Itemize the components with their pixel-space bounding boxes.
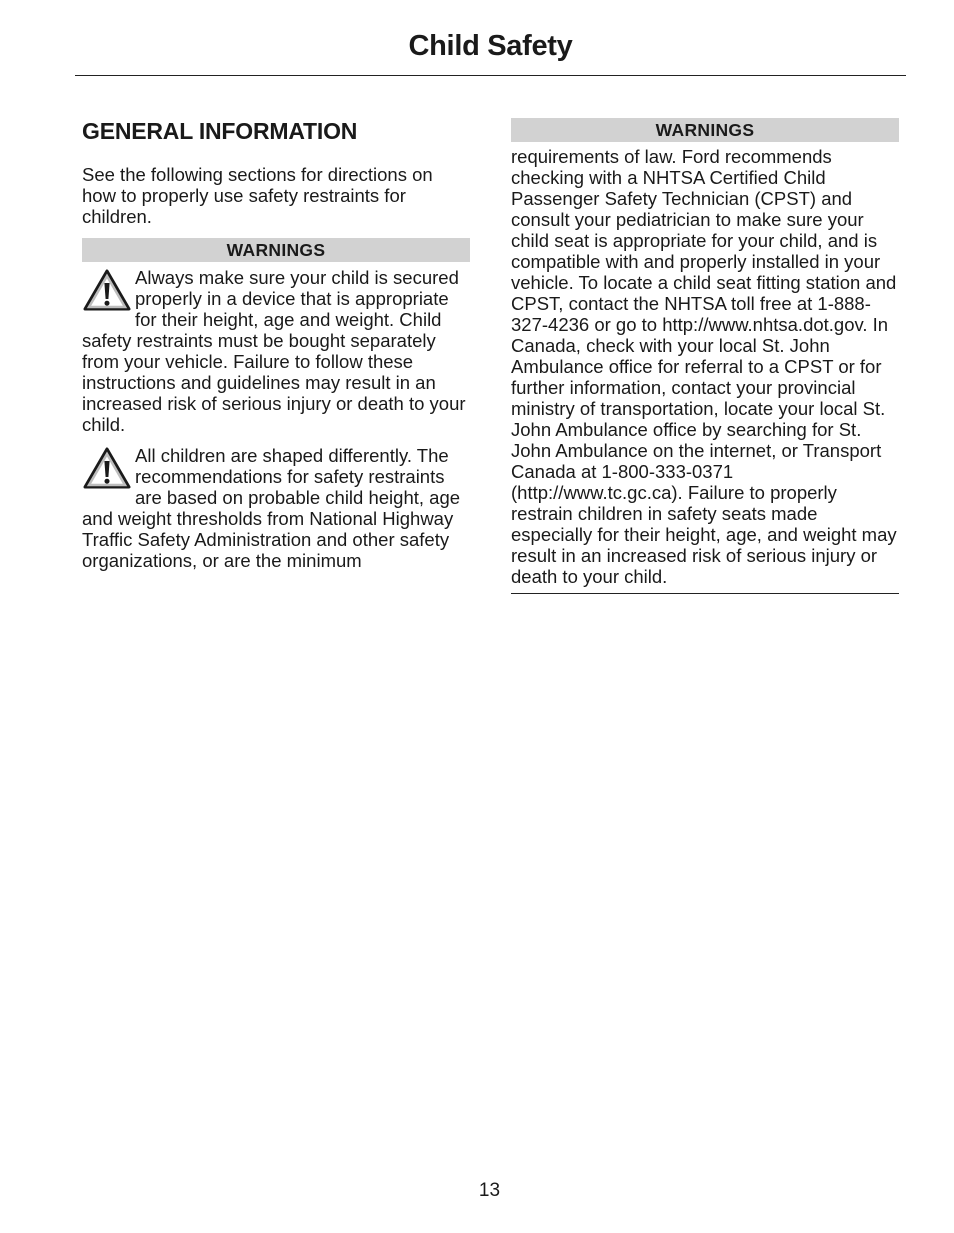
right-column xyxy=(511,118,899,594)
warnings-end-divider xyxy=(511,593,899,594)
warning-text-continued: requirements of law. Ford recommends checking with a NHTSA Certified Child Passenger Safety Technician (CPST) and consult your pediatrician to make sure your child seat is appropriate for your child, and is compatible with and properly installed in your vehicle. To locate a child seat fitting station and CPST, contact the NHTSA toll free at 1-888-327-4236 or go to http://www.nhtsa.dot.gov. In Canada, check with your local St. John Ambulance office for referral to a CPST or for further information, contact your provincial ministry of transportation, locate your local St. John Ambulance office by searching for St. John Ambulance on the internet, or Transport Canada at 1-800-333-0371 (http://www.tc.gc.ca). Failure to properly restrain children in safety seats made especially for their height, age, and weight may result in an increased risk of serious injury or death to your child. xyxy=(511,146,897,587)
section-heading: GENERAL INFORMATION xyxy=(82,118,358,144)
title-divider xyxy=(75,75,906,76)
page-title: Child Safety xyxy=(408,30,573,62)
warnings-header: WARNINGS xyxy=(82,238,470,262)
warning-item xyxy=(82,445,470,571)
left-column xyxy=(82,118,470,571)
page-number: 13 xyxy=(478,1180,501,1201)
warning-item xyxy=(82,267,470,435)
warning-triangle-icon xyxy=(82,268,132,312)
warning-triangle-icon xyxy=(82,446,132,490)
warning-text: All children are shaped differently. The recommendations for safety restraints are based on probable child height, age and weight thresholds from National Highway Traffic Safety Administration and other safety organizations, or are the minimum xyxy=(82,445,461,571)
warnings-header-continued: WARNINGS xyxy=(511,118,899,142)
intro-paragraph: See the following sections for directions on how to properly use safety restraints for children. xyxy=(82,164,433,227)
warning-text: Always make sure your child is secured properly in a device that is appropriate for their height, age and weight. Child safety restraints must be bought separately from your vehicle. Failure to follow these instructions and guidelines may result in an increased risk of serious injury or death to your child. xyxy=(82,267,466,435)
